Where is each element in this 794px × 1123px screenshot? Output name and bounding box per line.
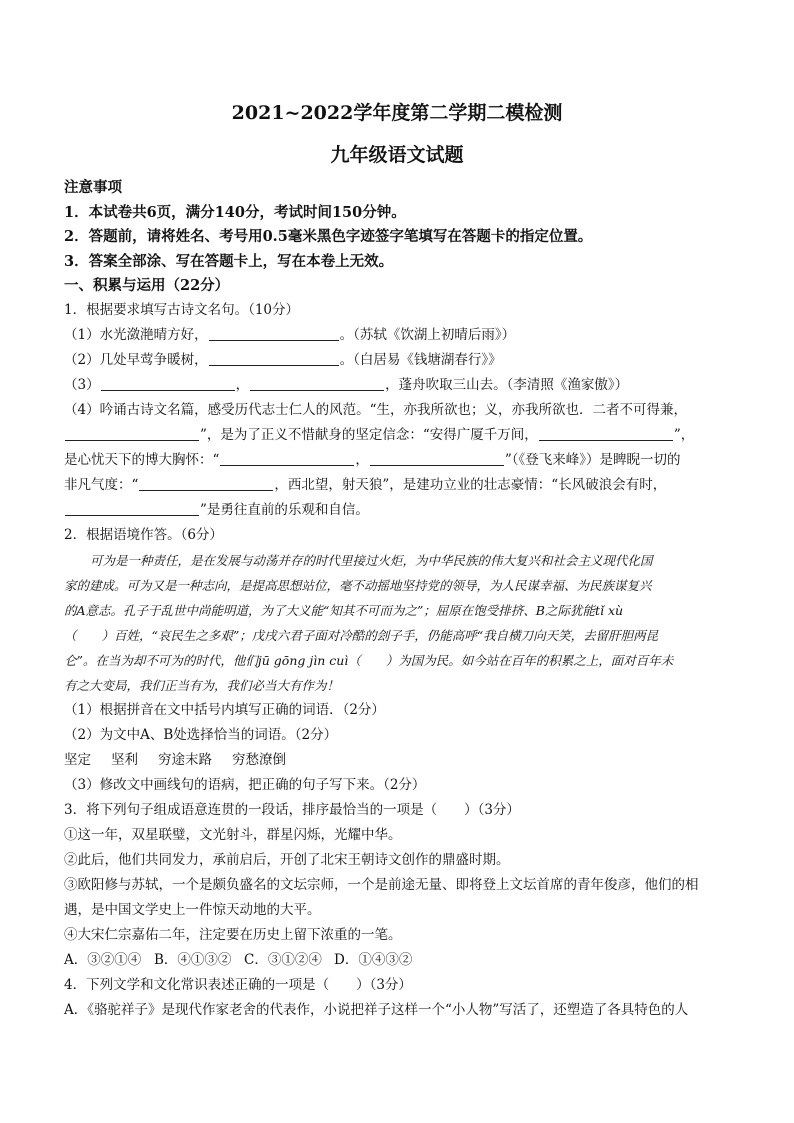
q2-passage-line: 有之大变局，我们正当有为，我们必当大有作为！ <box>64 678 340 693</box>
q3-stem: 3．将下列句子组成语意连贯的一段话，排序最恰当的一项是（ ）（3分） <box>64 802 520 818</box>
q1-line-7 <box>64 473 734 498</box>
q3-options <box>64 948 734 973</box>
q1-text: ”，是为了正义不惜献身的坚定信念：“安得广厦千万间， <box>200 427 538 443</box>
q1-stem: 1．根据要求填写古诗文名句。（10分） <box>64 302 300 318</box>
q2-sub-1: （1）根据拼音在文中括号内填写正确的词语．（2分） <box>64 702 385 718</box>
q2-passage-line: 仑”。在当为却不可为的时代，他们jū gōng jìn cuì（ ）为国为民。如今站在百年的积累之上，面对百年未 <box>64 653 674 668</box>
q2-word-choices <box>64 748 734 773</box>
answer-blank <box>539 426 673 441</box>
answer-blank <box>220 451 354 466</box>
q1-text: ”， <box>673 427 695 443</box>
answer-blank <box>65 501 199 516</box>
q1-text: ”是勇往直前的乐观和自信。 <box>200 502 369 518</box>
answer-blank <box>101 376 235 391</box>
q4-option-a: A．《骆驼祥子》是现代作家老舍的代表作，小说把祥子这样一个“小人物”写活了，还塑造了各具特色的人 <box>64 1002 689 1018</box>
word-choice: 穷愁潦倒 <box>232 752 286 768</box>
q2-passage-line: 的A意志。孔子于乱世中尚能明道，为了大义能“知其不可而为之”；屈原在饱受排挤、B之际犹能tǐ xù <box>64 603 624 618</box>
option-c: C．③①②④ <box>244 952 322 968</box>
q1-line-3 <box>64 373 734 398</box>
q3-item: ②此后，他们共同发力，承前启后，开创了北宋王朝诗文创作的鼎盛时期。 <box>64 852 510 868</box>
notice-block <box>64 176 734 299</box>
exam-subtitle: 九年级语文试题 <box>330 144 464 166</box>
answer-blank <box>139 476 273 491</box>
q1-text: （1）水光潋滟晴方好， <box>64 327 208 343</box>
notice-item: 2．答题前，请将姓名、考号用0.5毫米黑色字迹签字笔填写在答题卡的指定位置。 <box>64 228 593 245</box>
q1-line-2 <box>64 348 734 373</box>
q1-text: （3） <box>64 377 100 393</box>
q1-line-5 <box>64 423 734 448</box>
option-a: A．③②①④ <box>64 952 142 968</box>
option-b: B．④①③② <box>154 952 232 968</box>
q2-sub-3: （3）修改文中画线句的语病，把正确的句子写下来。（2分） <box>64 777 426 793</box>
answer-blank <box>209 351 339 366</box>
notice-item: 1．本试卷共6页，满分140分，考试时间150分钟。 <box>64 203 406 221</box>
q2-stem: 2．根据语境作答。（6分） <box>64 527 223 543</box>
word-choice: 坚定 <box>64 752 91 768</box>
q1-line-8 <box>64 498 734 523</box>
q4-stem: 4．下列文学和文化常识表述正确的一项是（ ）（3分） <box>64 977 412 993</box>
q2-passage-line: 家的建成。可为又是一种志向，是提高思想站位，毫不动摇地坚持党的领导，为人民谋幸福、为民族谋复兴 <box>64 578 652 593</box>
q1-line-4: （4）吟诵古诗文名篇，感受历代志士仁人的风范。“生，亦我所欲也；义，亦我所欲也．二者不可得兼， <box>64 402 687 418</box>
q1-text: ，蓬舟吹取三山去。（李清照《渔家傲》） <box>385 377 629 393</box>
q3-item: ①这一年，双星联璧，文光射斗，群星闪烁，光耀中华。 <box>64 827 402 843</box>
section-heading: 一、积累与运用（22分） <box>64 277 230 294</box>
q3-item: ④大宋仁宗嘉佑二年，注定要在历史上留下浓重的一笔。 <box>64 927 402 943</box>
q1-text: （2）几处早莺争暖树， <box>64 352 208 368</box>
q1-text: 非凡气度：“ <box>64 477 139 493</box>
word-choice: 穷途末路 <box>158 752 212 768</box>
option-d: D．①④③② <box>334 952 413 968</box>
q1-text: ， <box>355 452 369 468</box>
q1-text: ， <box>235 377 250 393</box>
q3-item: ③欧阳修与苏轼，一个是颇负盛名的文坛宗师，一个是前途无量、即将登上文坛首席的青年俊彦，他们的相 <box>64 877 699 893</box>
q2-passage-line: 可为是一种责任，是在发展与动荡并存的时代里接过火炬，为中华民族的伟大复兴和社会主义现代化国 <box>90 553 653 568</box>
q1-text: 是心忧天下的博大胸怀：“ <box>64 452 220 468</box>
notice-heading: 注意事项 <box>64 179 122 196</box>
q1-text: ，西北望，射天狼”，是建功立业的壮志豪情：“长风破浪会有时， <box>274 477 667 493</box>
q2-sub-2: （2）为文中A、B处选择恰当的词语。（2分） <box>64 727 338 743</box>
answer-blank <box>209 326 339 341</box>
q1-line-6 <box>64 448 734 473</box>
answer-blank <box>370 451 504 466</box>
q3-item: 遇，是中国文学史上一件惊天动地的大平。 <box>64 902 321 918</box>
word-choice: 坚利 <box>111 752 138 768</box>
question-content <box>64 298 734 1023</box>
answer-blank <box>65 426 199 441</box>
notice-item: 3．答案全部涂、写在答题卡上，写在本卷上无效。 <box>64 252 394 270</box>
exam-title: 2021~2022学年度第二学期二模检测 <box>231 102 563 124</box>
q1-text: ”（《登飞来峰》）是睥睨一切的 <box>504 452 681 468</box>
q1-text: 。（白居易《钱塘湖春行》》 <box>339 352 502 368</box>
q1-text: 。（苏轼《饮湖上初晴后雨》） <box>339 327 516 343</box>
q2-passage-line: （ ）百姓，“哀民生之多艰”；戊戌六君子面对冷酷的刽子手，仍能高呼“我自横刀向天笑，去留肝胆两昆 <box>64 628 659 643</box>
answer-blank <box>250 376 384 391</box>
q1-line-1 <box>64 323 734 348</box>
